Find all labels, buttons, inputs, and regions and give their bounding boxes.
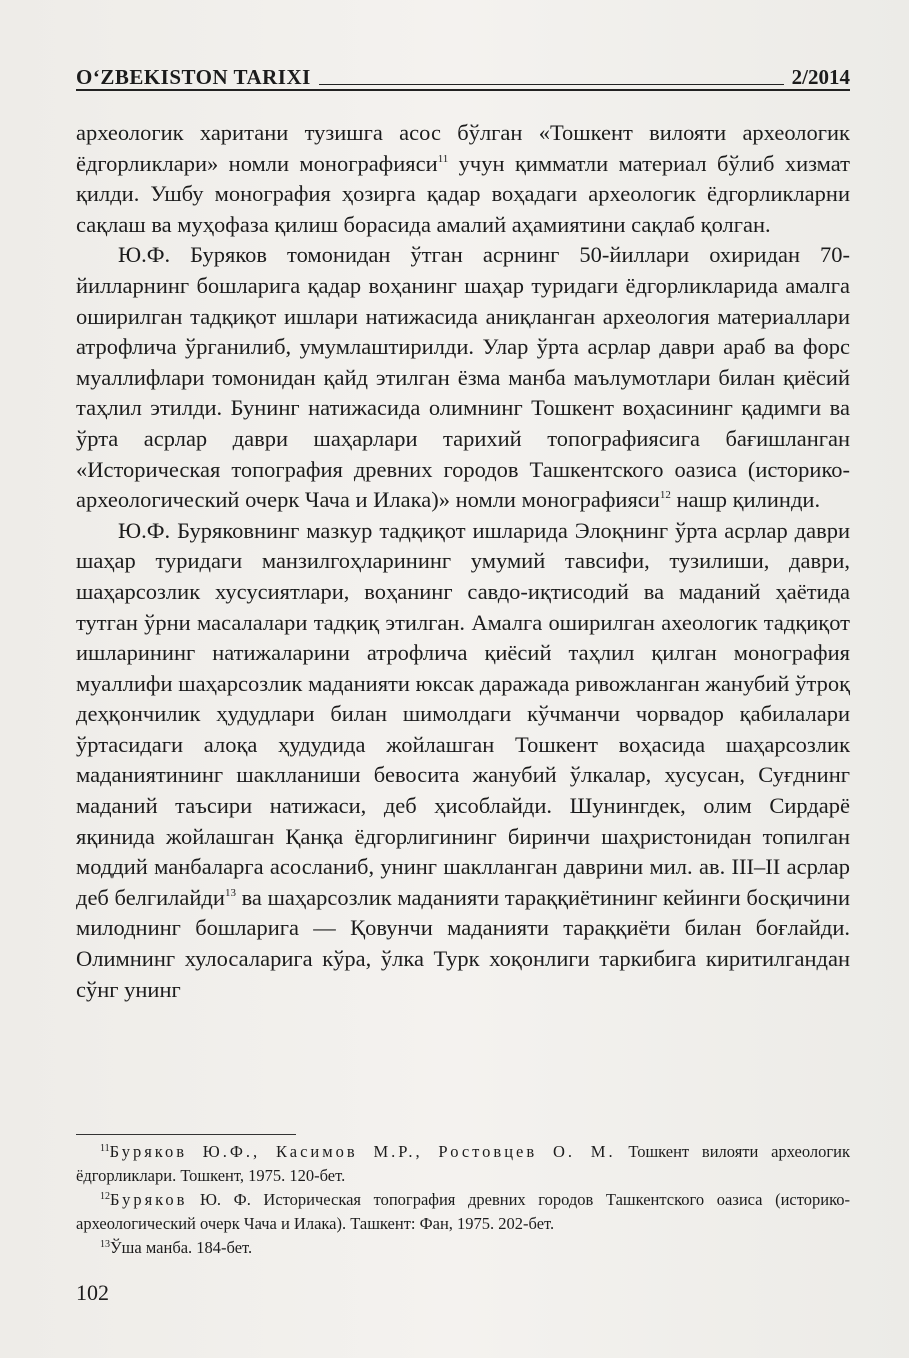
- page-number: 102: [76, 1280, 109, 1305]
- main-text: [76, 118, 850, 1005]
- footnote-12: $^{12}$Буряков Ю. Ф. Историческая топография древних городов Ташкентского оазиса (историко-археологический очерк Чача и Илака). Ташкент: Фан, 1975. 202-бет.: [76, 1190, 850, 1233]
- footnote-ref-13: 13: [224, 886, 236, 899]
- footnote-separator: [76, 1134, 296, 1135]
- issue-number: 2/2014: [791, 65, 850, 89]
- footnote-ref-11: 11: [437, 152, 449, 165]
- footnote-11: $^{11}$Буряков Ю.Ф., Касимов М.Р., Ростовцев О. М. Тошкент вилояти археологик ёдгорликлари. Тошкент, 1975. 120-бет.: [76, 1142, 850, 1185]
- footnote-ref-12: 12: [659, 489, 671, 502]
- paragraph-2: Ю.Ф. Буряков томонидан ўтган асрнинг 50-йиллари охиридан 70-йилларнинг бошларига қадар воҳанинг шаҳар туридаги ёдгорликларида амалга оширилган тадқиқот ишлари натижасида аниқланган археология материаллари атрофлича ўрганилиб, умумлаштирилди. Улар ўрта асрлар даври араб ва форс муаллифлари томонидан қайд этилган ёзма манба маълумотлари билан қиёсий таҳлил этилди. Бунинг натижасида олимнинг Тошкент воҳасининг қадимги ва ўрта асрлар даври шаҳарлари тарихий топографиясига бағишланган «Историческая топография древних городов Ташкентского оазиса (историко-археологический очерк Чача и Илака)» номли монографияси$^{12}$ нашр қилинди.: [76, 242, 850, 513]
- paragraph-1: археологик харитани тузишга асос бўлган «Тошкент вилояти археологик ёдгорликлари» номли монографияси$^{11}$ учун қимматли материал бўлиб хизмат қилди. Ушбу монография ҳозирга қадар воҳадаги археологик ёдгорликларни сақлаш ва муҳофаза қилиш борасида амалий аҳамиятини сақлаб қолган.: [76, 120, 850, 237]
- journal-title: O‘ZBEKISTON TARIXI: [76, 65, 311, 89]
- header-divider: [76, 89, 850, 91]
- footnotes: [76, 1140, 850, 1260]
- footnote-authors: Буряков: [110, 1190, 188, 1209]
- paragraph-3: Ю.Ф. Буряковнинг мазкур тадқиқот ишларида Элоқнинг ўрта асрлар даври шаҳар туридаги манзилгоҳларининг умумий тавсифи, тузилиши, даври, шаҳарсозлик хусусиятлари, воҳанинг савдо-иқтисодий ва маданий ҳаётида тутган ўрни масалалари тадқиқ этилган. Амалга оширилган ахеологик тадқиқот ишларининг натижаларини атрофлича қиёсий таҳлил қилган монография муаллифи шаҳарсозлик маданияти юксак даражада ривожланган жанубий ўтроқ деҳқончилик ҳудудлари билан шимолдаги кўчманчи чорвадор қабилалари ўртасидаги алоқа ҳудудида жойлашган Тошкент воҳасида шаҳарсозлик маданиятининг шаклланиши бевосита жанубий ўлкалар, хусусан, Суғднинг маданий таъсири натижаси, деб ҳисоблайди. Шунингдек, олим Сирдарё яқинида жойлашган Қанқа ёдгорлигининг биринчи шаҳристонидан топилган моддий манбаларга асосланиб, унинг шаклланган даврини мил. ав. III–II асрлар деб белгилайди$^{13}$ ва шаҳарсозлик маданияти тараққиётининг кейинги босқичини милоднинг бошларига — Қовунчи маданияти тараққиёти билан боғлайди. Олимнинг хулосаларига кўра, ўлка Турк хоқонлиги таркибига киритилгандан сўнг унинг: [76, 517, 851, 1002]
- running-header: [76, 60, 850, 90]
- header-rule: [319, 84, 784, 85]
- footnote-authors: Буряков Ю.Ф., Касимов М.Р., Ростовцев О. М.: [109, 1142, 616, 1161]
- footnote-13: $^{13}$Ўша манба. 184-бет.: [100, 1238, 253, 1257]
